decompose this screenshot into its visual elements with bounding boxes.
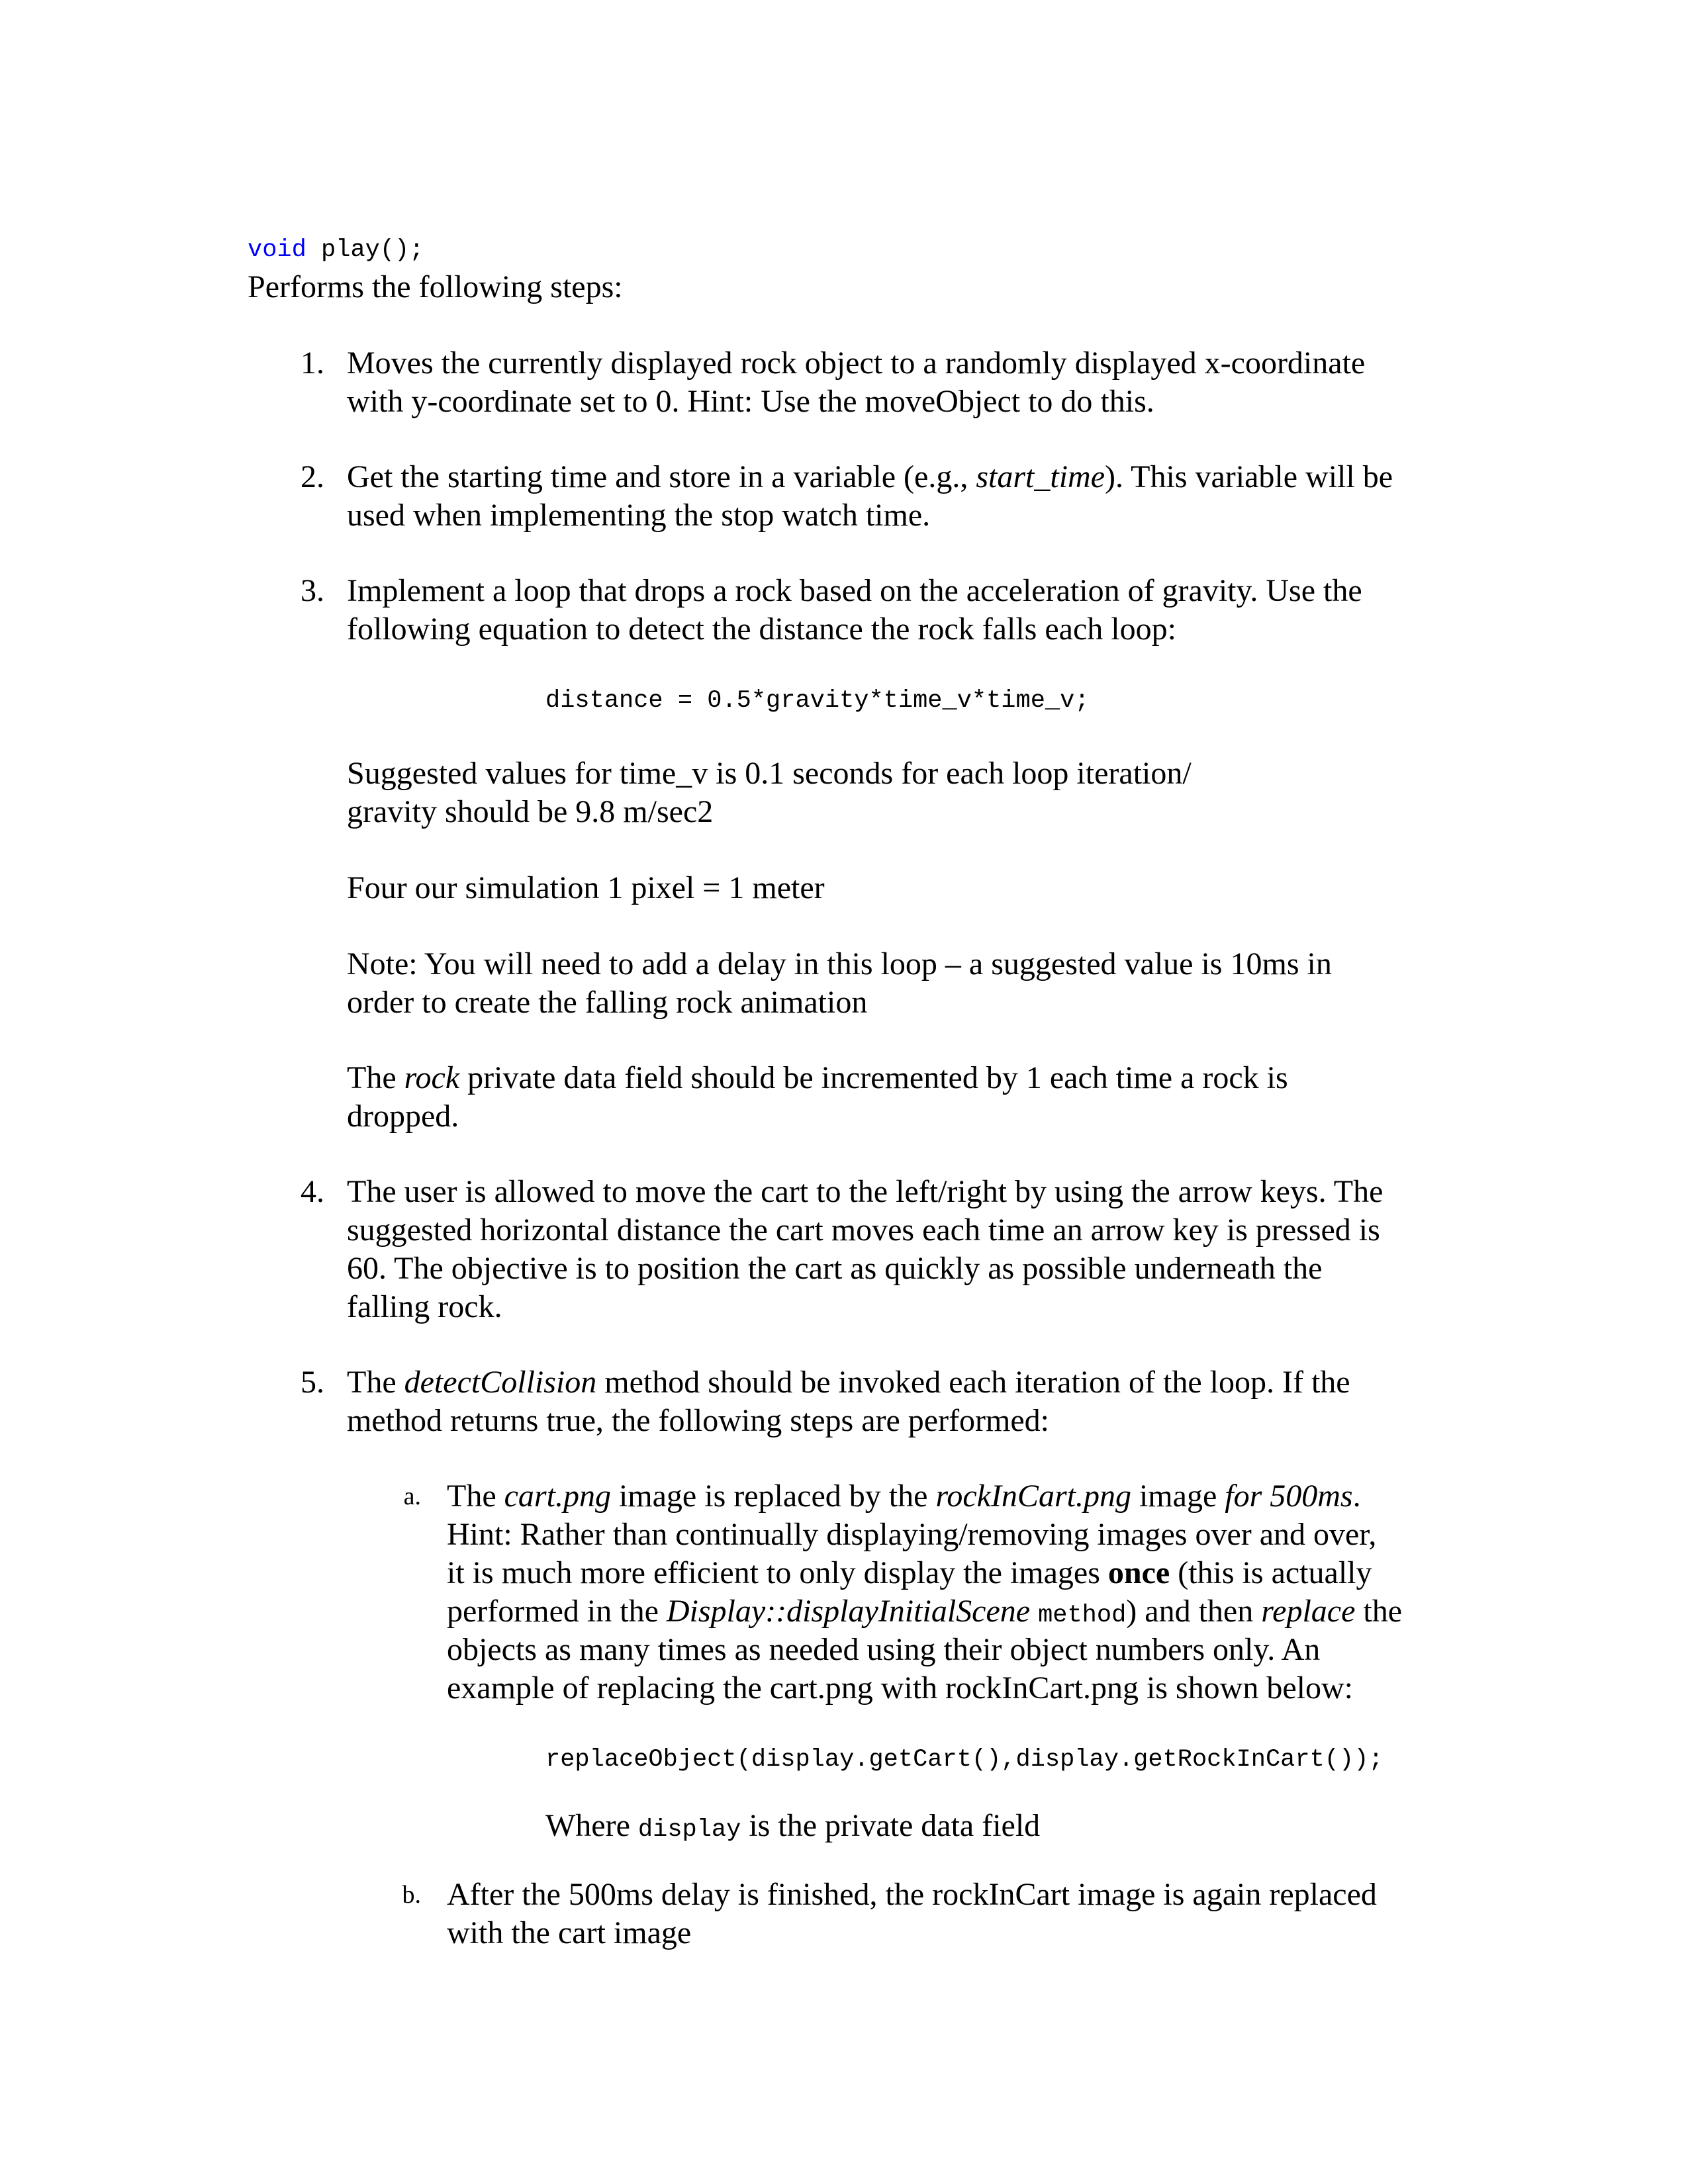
substep-a-line1 <box>447 1477 1361 1516</box>
step1-line1: Moves the currently displayed rock object to a randomly displayed x-coordinate <box>347 345 1366 381</box>
pixel-scale-text: Four our simulation 1 pixel = 1 meter <box>347 870 825 905</box>
distance-equation-code: distance = 0.5*gravity*time_v*time_v; <box>545 687 1090 715</box>
duration-text: for 500ms <box>1225 1479 1353 1514</box>
step-number: 4. <box>301 1174 324 1209</box>
rock-field-line1 <box>347 1059 1288 1097</box>
text-run: Get the starting time and store in a variable (e.g., <box>347 459 976 494</box>
step-number: 1. <box>301 345 324 381</box>
inline-code: display <box>637 1816 741 1844</box>
substep-letter: a. <box>403 1482 421 1510</box>
step-number: 2. <box>301 459 324 494</box>
file-name: cart.png <box>504 1479 611 1514</box>
code-signature-rest: play(); <box>306 236 424 264</box>
step4-line4: falling rock. <box>347 1289 502 1324</box>
substep-a-line4 <box>447 1592 1402 1635</box>
method-name: detectCollision <box>404 1365 597 1400</box>
substep-b-line2: with the cart image <box>447 1915 692 1950</box>
text-run: method should be invoked each iteration of the loop. If the <box>596 1365 1350 1400</box>
text-run: private data field should be incremented by 1 each time a rock is <box>459 1060 1288 1095</box>
intro-text: Performs the following steps: <box>248 269 623 304</box>
step2-line2: used when implementing the stop watch time. <box>347 498 931 533</box>
text-run: is the private data field <box>741 1808 1041 1843</box>
text-run: it is much more efficient to only display the images <box>447 1555 1108 1590</box>
text-run: image <box>1131 1479 1225 1514</box>
step2-line1 <box>347 458 1393 496</box>
inline-code: method <box>1038 1602 1127 1629</box>
text-run: the <box>1355 1594 1403 1629</box>
text-run: The <box>347 1060 404 1095</box>
emphasis-text: replace <box>1261 1594 1356 1629</box>
text-run: Where <box>545 1808 638 1843</box>
step-number: 3. <box>301 573 324 608</box>
text-run: (this is actually <box>1170 1555 1372 1590</box>
note-line2: order to create the falling rock animation <box>347 985 868 1020</box>
method-name: Display::displayInitialScene <box>666 1594 1031 1629</box>
suggested-values-line2: gravity should be 9.8 m/sec2 <box>347 794 714 829</box>
substep-a-line5: objects as many times as needed using their object numbers only. An <box>447 1632 1321 1667</box>
step4-line1: The user is allowed to move the cart to the left/right by using the arrow keys. The <box>347 1174 1383 1209</box>
field-name: rock <box>404 1060 460 1095</box>
step5-line1 <box>347 1363 1350 1402</box>
rock-field-line2: dropped. <box>347 1099 459 1134</box>
step4-line3: 60. The objective is to position the cart as quickly as possible underneath the <box>347 1251 1323 1286</box>
substep-letter: b. <box>402 1881 421 1909</box>
code-keyword: void <box>248 236 306 264</box>
text-run: ). This variable will be <box>1105 459 1393 494</box>
step-number: 5. <box>301 1365 324 1400</box>
substep-a-line3 <box>447 1554 1372 1592</box>
file-name: rockInCart.png <box>935 1479 1131 1514</box>
substep-a-line2: Hint: Rather than continually displaying/removing images over and over, <box>447 1517 1377 1552</box>
text-run: ) and then <box>1126 1594 1262 1629</box>
replace-object-code: replaceObject(display.getCart(),display.getRockInCart()); <box>545 1746 1383 1774</box>
text-run: image is replaced by the <box>610 1479 936 1514</box>
note-line1: Note: You will need to add a delay in this loop – a suggested value is 10ms in <box>347 946 1332 981</box>
text-run: performed in the <box>447 1594 667 1629</box>
suggested-values-line1: Suggested values for time_v is 0.1 seconds for each loop iteration/ <box>347 756 1192 791</box>
step3-line1: Implement a loop that drops a rock based on the acceleration of gravity. Use the <box>347 573 1362 608</box>
step4-line2: suggested horizontal distance the cart moves each time an arrow key is pressed is <box>347 1212 1380 1248</box>
substep-b-line1: After the 500ms delay is finished, the rockInCart image is again replaced <box>447 1877 1377 1912</box>
emphasis-text: once <box>1107 1555 1170 1590</box>
text-run: . <box>1352 1479 1361 1514</box>
text-run: The <box>347 1365 404 1400</box>
step5-line2: method returns true, the following steps are performed: <box>347 1403 1050 1438</box>
step1-line2: with y-coordinate set to 0. Hint: Use the moveObject to do this. <box>347 384 1154 419</box>
step3-line2: following equation to detect the distance the rock falls each loop: <box>347 612 1176 647</box>
where-display-text <box>545 1807 1040 1849</box>
function-signature <box>248 236 424 265</box>
substep-a-line6: example of replacing the cart.png with rockInCart.png is shown below: <box>447 1670 1353 1706</box>
text-run: The <box>447 1479 504 1514</box>
variable-name: start_time <box>976 459 1105 494</box>
